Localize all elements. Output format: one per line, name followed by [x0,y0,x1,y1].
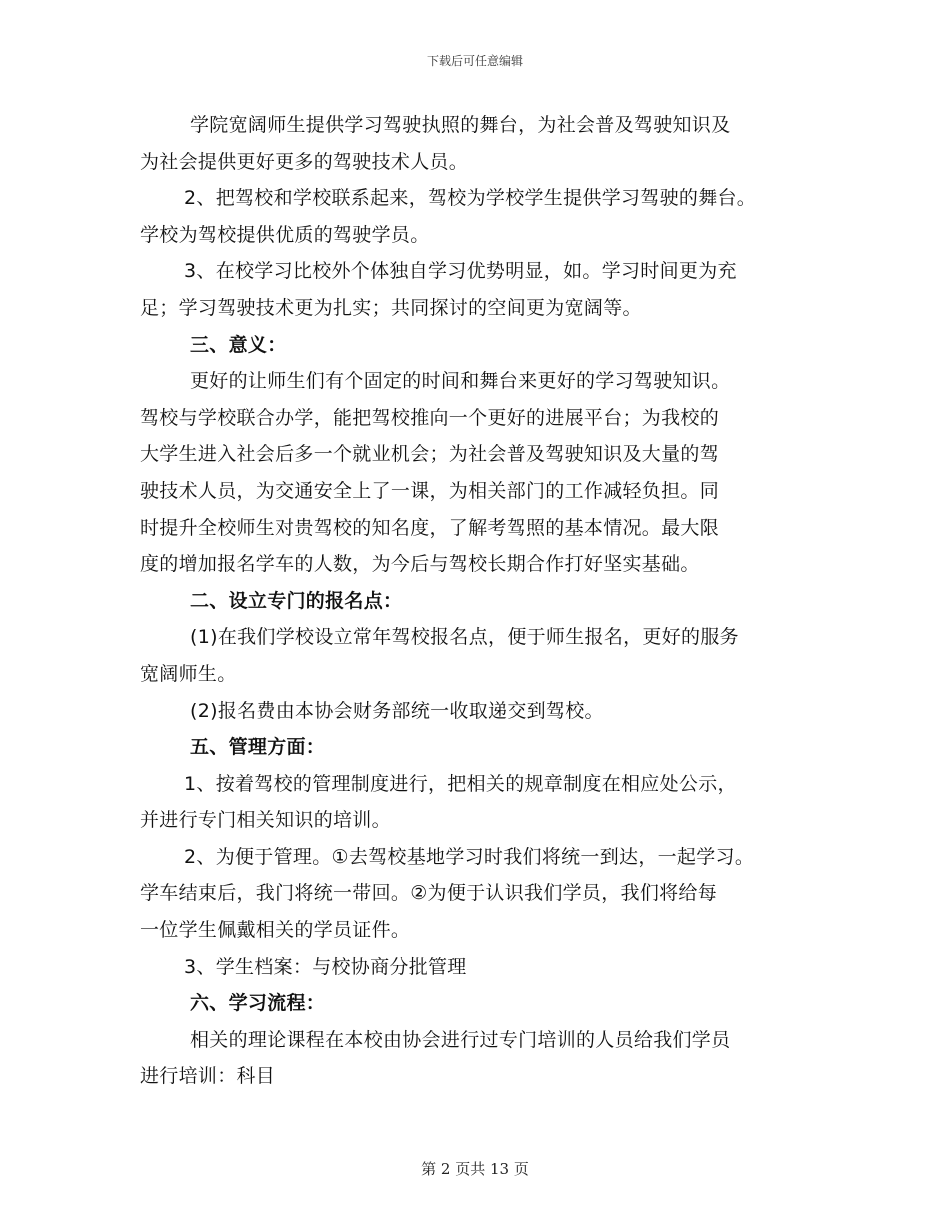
paragraph-line: 宽阔师生。 [140,662,237,685]
paragraph-line: 为社会提供更好更多的驾驶技术人员。 [140,150,469,173]
paragraph-line: 驾校与学校联合办学，能把驾校推向一个更好的进展平台；为我校的 [140,406,720,429]
paragraph-line: 并进行专门相关知识的培训。 [140,809,391,832]
numbered-item-line: (1)在我们学校设立常年驾校报名点，便于师生报名，更好的服务 [190,626,739,649]
paragraph-line: 足；学习驾驶技术更为扎实；共同探讨的空间更为宽阔等。 [140,296,642,319]
paragraph-line: 学车结束后，我门将统一带回。②为便于认识我们学员，我们将给每 [140,882,718,905]
paragraph-line: 一位学生佩戴相关的学员证件。 [140,919,411,942]
paragraph-line: 相关的理论课程在本校由协会进行过专门培训的人员给我们学员 [190,1028,731,1051]
section-heading: 六、学习流程： [190,992,326,1015]
paragraph-line: 学校为驾校提供优质的驾驶学员。 [140,223,430,246]
section-heading: 三、意义： [190,333,287,356]
section-heading: 二、设立专门的报名点： [190,589,403,612]
numbered-item-line: 3、学生档案：与校协商分批管理 [184,955,467,978]
page-footer: 第 2 页共 13 页 [421,1160,529,1178]
paragraph-line: 更好的让师生们有个固定的时间和舞台来更好的学习驾驶知识。 [190,370,731,393]
paragraph-line: 进行培训：科目 [140,1065,276,1088]
numbered-item-line: 2、把驾校和学校联系起来，驾校为学校学生提供学习驾驶的舞台。 [184,187,757,210]
numbered-item-line: 3、在校学习比校外个体独自学习优势明显，如。学习时间更为充 [184,260,737,283]
page-header: 下载后可任意编辑 [426,54,523,68]
numbered-item-line: (2)报名费由本协会财务部统一收取递交到驾校。 [190,699,604,722]
paragraph-line: 学院宽阔师生提供学习驾驶执照的舞台，为社会普及驾驶知识及 [190,114,731,136]
document-body [140,107,830,1095]
numbered-item-line: 2、为便于管理。①去驾校基地学习时我们将统一到达，一起学习。 [184,845,755,868]
paragraph-line: 时提升全校师生对贵驾校的知名度，了解考驾照的基本情况。最大限 [140,516,720,539]
paragraph-line: 大学生进入社会后多一个就业机会；为社会普及驾驶知识及大量的驾 [140,443,720,466]
paragraph-line: 驶技术人员，为交通安全上了一课，为相关部门的工作减轻负担。同 [140,479,720,502]
paragraph-line: 度的增加报名学车的人数，为今后与驾校长期合作打好坚实基础。 [140,553,700,576]
section-heading: 五、管理方面： [190,736,326,759]
numbered-item-line: 1、按着驾校的管理制度进行，把相关的规章制度在相应处公示， [184,772,737,795]
